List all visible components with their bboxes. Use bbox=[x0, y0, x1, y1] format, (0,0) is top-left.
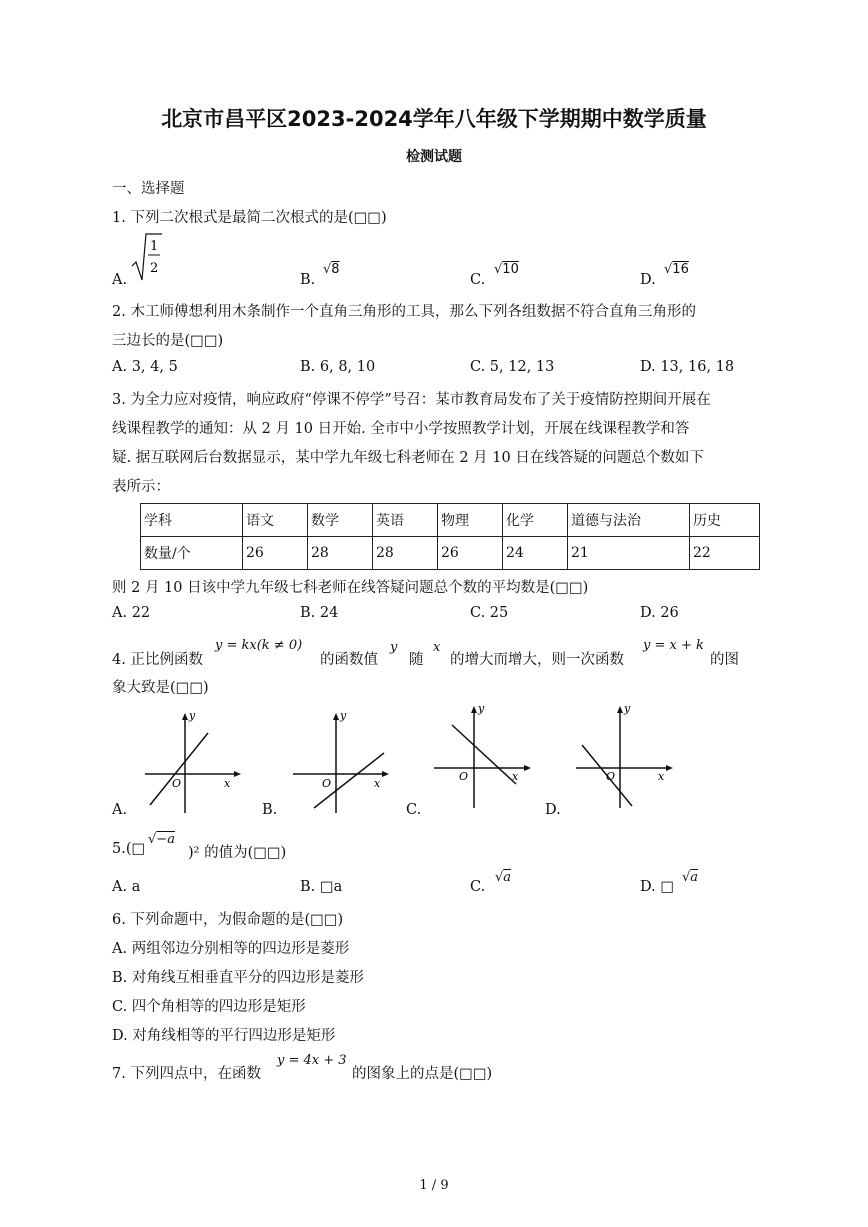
q1-option-a-label: A. bbox=[112, 272, 128, 288]
q1-option-c-math: √10 bbox=[494, 262, 519, 277]
q4-math-proportional: y = kx(k ≠ 0) bbox=[215, 638, 303, 653]
q4-stem-part1: 4. 正比例函数 bbox=[112, 652, 203, 668]
q5-option-d-math: √a bbox=[682, 870, 699, 885]
q1-option-d-math: √16 bbox=[664, 262, 689, 277]
q3-data-table bbox=[140, 503, 760, 570]
q6-option-c: C. 四个角相等的四边形是矩形 bbox=[112, 999, 306, 1015]
q3-option-d: D. 26 bbox=[640, 605, 679, 621]
q3-stem-line1: 3. 为全力应对疫情，响应政府“停课不停学”号召：某市教育局发布了关于疫情防控期间开展在 bbox=[112, 392, 711, 408]
q2-stem-line2: 三边长的是(□□) bbox=[112, 333, 224, 349]
axis-y-label: y bbox=[189, 709, 196, 722]
q2-option-b: B. 6, 8, 10 bbox=[300, 359, 376, 375]
table-cell: 化学 bbox=[503, 504, 568, 537]
axis-x-label: x bbox=[374, 777, 381, 790]
q4-stem-part4: 的增大而增大，则一次函数 bbox=[450, 652, 624, 668]
q6-option-b: B. 对角线互相垂直平分的四边形是菱形 bbox=[112, 970, 364, 986]
q5-option-c-math: √a bbox=[495, 870, 512, 885]
q6-option-a: A. 两组邻边分别相等的四边形是菱形 bbox=[112, 941, 350, 957]
table-cell: 道德与法治 bbox=[568, 504, 690, 537]
sqrt-symbol: √ bbox=[494, 262, 503, 277]
q1-a-numerator: 1 bbox=[150, 239, 159, 254]
q3-option-c: C. 25 bbox=[470, 605, 509, 621]
table-cell: 28 bbox=[308, 537, 373, 570]
sqrt-symbol: √ bbox=[664, 262, 673, 277]
q7-stem-post: 的图象上的点是(□□) bbox=[352, 1066, 493, 1082]
q5-option-c-label: C. bbox=[470, 879, 486, 895]
table-cell: 历史 bbox=[690, 504, 760, 537]
q1-stem: 1. 下列二次根式是最简二次根式的是(□□) bbox=[112, 210, 387, 226]
table-cell: 28 bbox=[373, 537, 438, 570]
axis-y-label: y bbox=[478, 702, 485, 715]
q1-option-b-label: B. bbox=[300, 272, 316, 288]
table-cell: 22 bbox=[690, 537, 760, 570]
q2-option-a: A. 3, 4, 5 bbox=[112, 359, 178, 375]
q6-option-d: D. 对角线相等的平行四边形是矩形 bbox=[112, 1028, 336, 1044]
q5-math-sqrt-neg-a: √−a bbox=[148, 832, 175, 847]
section-heading: 一、选择题 bbox=[112, 181, 185, 197]
table-cell: 英语 bbox=[373, 504, 438, 537]
origin-label: O bbox=[606, 770, 616, 783]
q4-math-y: y bbox=[390, 640, 398, 655]
q4-option-c-label: C. bbox=[406, 802, 422, 818]
q4-stem-part2: 的函数值 bbox=[320, 652, 378, 668]
q3-option-a: A. 22 bbox=[112, 605, 151, 621]
q1-option-b-math: √8 bbox=[323, 262, 340, 277]
axis-y-label: y bbox=[624, 702, 631, 715]
q5-stem-post: )² 的值为(□□) bbox=[188, 845, 287, 861]
q6-stem: 6. 下列命题中，为假命题的是(□□) bbox=[112, 912, 344, 928]
axis-y-label: y bbox=[340, 709, 347, 722]
q1-a-denominator: 2 bbox=[150, 261, 159, 276]
q4-stem-part5: 的图 bbox=[710, 652, 739, 668]
axis-x-label: x bbox=[224, 777, 231, 790]
table-cell: 物理 bbox=[438, 504, 503, 537]
page-number: 1 / 9 bbox=[419, 1178, 449, 1193]
page-subtitle: 检测试题 bbox=[406, 149, 462, 165]
table-row bbox=[141, 504, 760, 537]
origin-label: O bbox=[322, 777, 332, 790]
page-title: 北京市昌平区2023-2024学年八年级下学期期中数学质量 bbox=[161, 107, 707, 131]
q3-option-b: B. 24 bbox=[300, 605, 339, 621]
axis-x-label: x bbox=[512, 770, 519, 783]
origin-label: O bbox=[172, 777, 182, 790]
q4-option-b-label: B. bbox=[262, 802, 278, 818]
q3-follow: 则 2 月 10 日该中学九年级七科老师在线答疑问题总个数的平均数是(□□) bbox=[112, 580, 589, 596]
q2-option-d: D. 13, 16, 18 bbox=[640, 359, 735, 375]
table-cell: 学科 bbox=[141, 504, 243, 537]
table-row bbox=[141, 537, 760, 570]
q2-stem-line1: 2. 木工师傅想利用木条制作一个直角三角形的工具，那么下列各组数据不符合直角三角形的 bbox=[112, 304, 696, 320]
q4-stem-part3: 随 bbox=[409, 652, 424, 668]
q4-option-d-label: D. bbox=[545, 802, 561, 818]
q5-option-b: B. □a bbox=[300, 879, 343, 895]
q5-option-a: A. a bbox=[112, 879, 141, 895]
q4-graph-c bbox=[430, 700, 535, 810]
origin-label: O bbox=[459, 770, 469, 783]
table-cell: 26 bbox=[438, 537, 503, 570]
q5-stem-pre: 5.(□ bbox=[112, 841, 146, 857]
q1-option-a-math bbox=[130, 232, 164, 284]
table-cell: 数量/个 bbox=[141, 537, 243, 570]
q4-graph-d bbox=[572, 700, 677, 810]
table-cell: 21 bbox=[568, 537, 690, 570]
q4-math-linear: y = x + k bbox=[643, 638, 704, 653]
q2-option-c: C. 5, 12, 13 bbox=[470, 359, 555, 375]
q3-stem-line4: 表所示： bbox=[112, 479, 170, 495]
table-cell: 数学 bbox=[308, 504, 373, 537]
q5-option-d-label: D. □ bbox=[640, 879, 675, 895]
q3-stem-line2: 线课程教学的通知：从 2 月 10 日开始. 全市中小学按照教学计划，开展在线课程教学和答 bbox=[112, 421, 690, 437]
table-cell: 语文 bbox=[243, 504, 308, 537]
q4-stem-line2: 象大致是(□□) bbox=[112, 680, 209, 696]
q4-graph-b bbox=[288, 705, 393, 815]
q7-stem-pre: 7. 下列四点中，在函数 bbox=[112, 1066, 261, 1082]
q4-math-x: x bbox=[433, 640, 441, 655]
q4-option-a-label: A. bbox=[112, 802, 128, 818]
axis-x-label: x bbox=[658, 770, 665, 783]
q1-option-c-label: C. bbox=[470, 272, 486, 288]
table-cell: 26 bbox=[243, 537, 308, 570]
q4-graph-a bbox=[140, 705, 245, 815]
table-cell: 24 bbox=[503, 537, 568, 570]
q3-stem-line3: 疑. 据互联网后台数据显示，某中学九年级七科老师在 2 月 10 日在线答疑的问题总个数如下 bbox=[112, 450, 704, 466]
q1-option-d-label: D. bbox=[640, 272, 656, 288]
sqrt-symbol: √ bbox=[323, 262, 332, 277]
q7-math: y = 4x + 3 bbox=[277, 1053, 347, 1068]
